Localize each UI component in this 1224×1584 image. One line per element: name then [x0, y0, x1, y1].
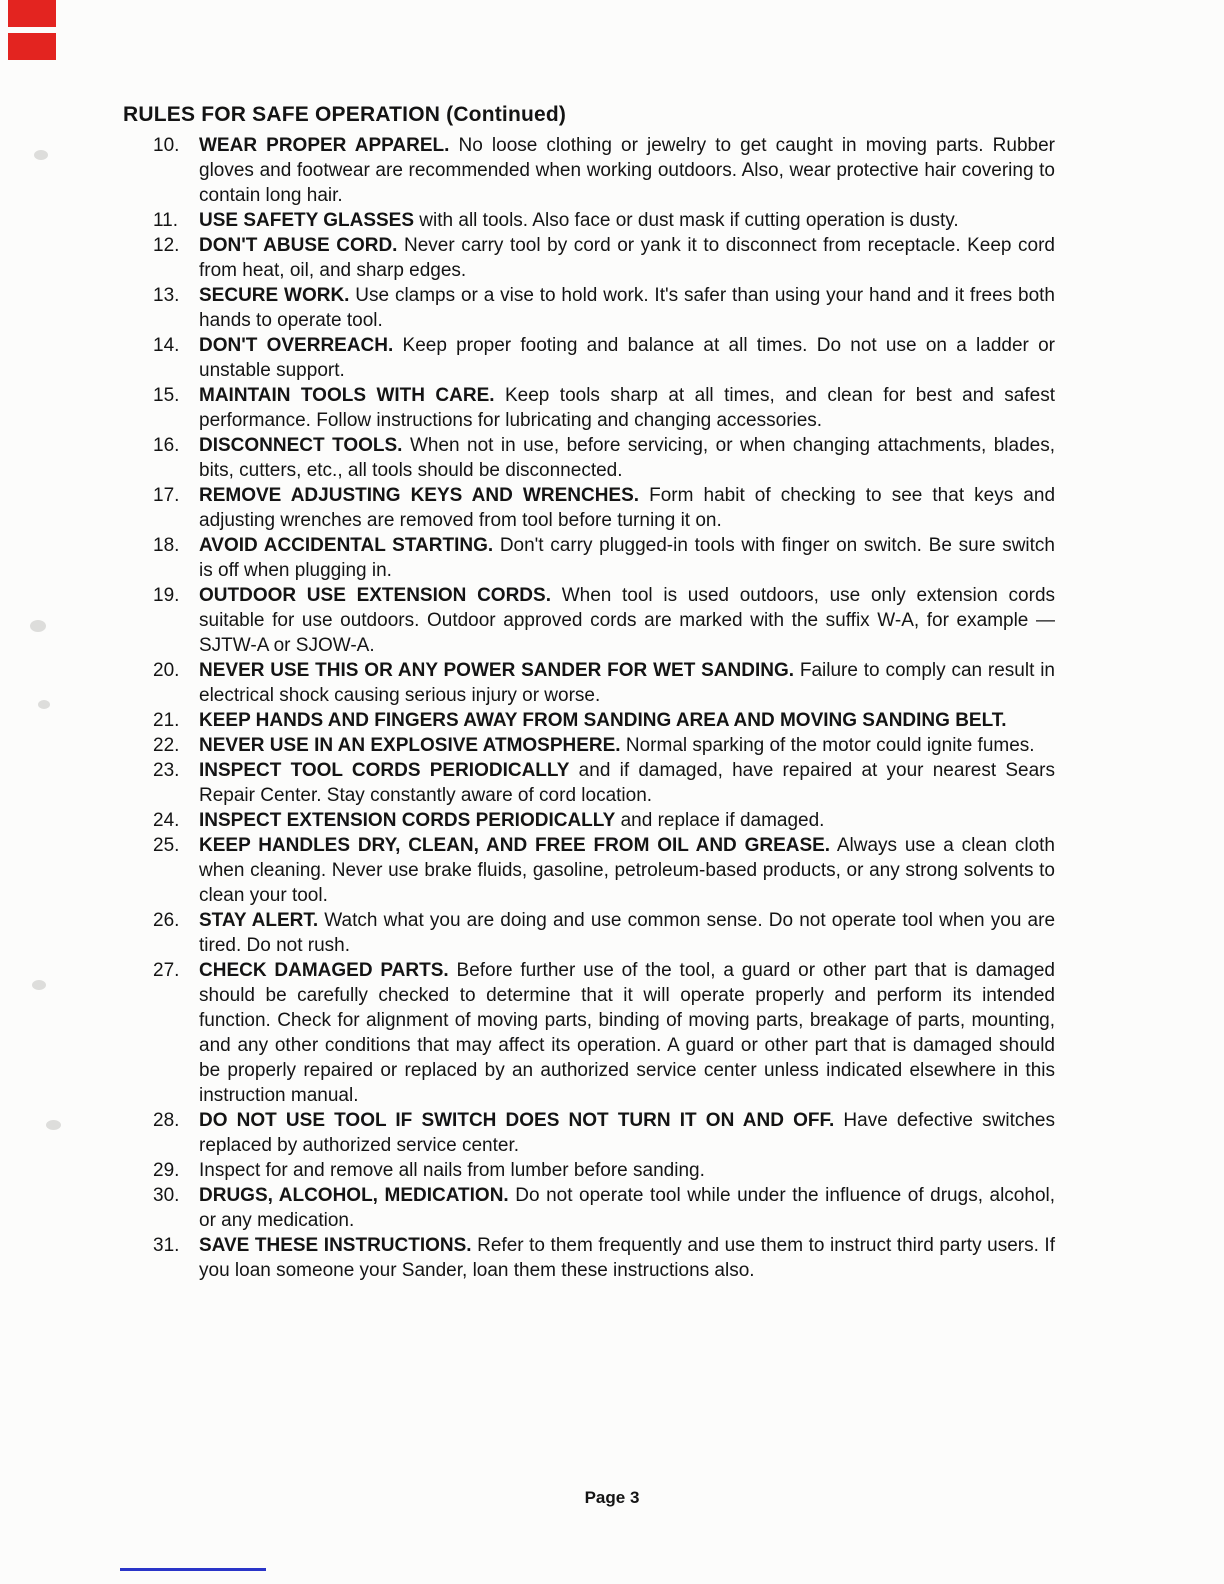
- rule-number: 29.: [153, 1160, 180, 1181]
- rule-text: DON'T OVERREACH. Keep proper footing and balance at all times. Do not use on a ladder or unstable support.: [199, 335, 1055, 381]
- rule-item: [153, 758, 1055, 808]
- rule-number: 30.: [153, 1185, 180, 1206]
- rule-item: [153, 958, 1055, 1108]
- rule-number: 10.: [153, 135, 180, 156]
- rule-text: USE SAFETY GLASSES with all tools. Also face or dust mask if cutting operation is dusty.: [199, 210, 959, 231]
- rule-text: SAVE THESE INSTRUCTIONS. Refer to them frequently and use them to instruct third party users. If you loan someone your Sander, loan them these instructions also.: [199, 1235, 1055, 1281]
- rule-number: 15.: [153, 385, 180, 406]
- rule-text: REMOVE ADJUSTING KEYS AND WRENCHES. Form habit of checking to see that keys and adjusting wrenches are removed from tool before turning it on.: [199, 485, 1056, 531]
- rule-number: 20.: [153, 660, 180, 681]
- scan-speckle: [30, 620, 46, 632]
- rule-number: 27.: [153, 960, 180, 981]
- rule-item: [153, 233, 1055, 283]
- scan-speckle: [34, 150, 48, 160]
- blue-underline-mark: [120, 1568, 266, 1571]
- rule-text: DISCONNECT TOOLS. When not in use, before servicing, or when changing attachments, blades, bits, cutters, etc., all tools should be disconnected.: [199, 435, 1055, 481]
- rule-text: NEVER USE THIS OR ANY POWER SANDER FOR WET SANDING. Failure to comply can result in electrical shock causing serious injury or worse.: [199, 660, 1055, 706]
- rule-number: 31.: [153, 1235, 180, 1256]
- rule-number: 24.: [153, 810, 180, 831]
- rule-number: 18.: [153, 535, 180, 556]
- page-number: Page 3: [584, 1488, 640, 1507]
- scan-speckle: [32, 980, 46, 990]
- rule-number: 22.: [153, 735, 180, 756]
- rule-text: KEEP HANDLES DRY, CLEAN, AND FREE FROM OIL AND GREASE. Always use a clean cloth when cleaning. Never use brake fluids, gasoline, petroleum-based products, or any strong solvents to clean your tool.: [199, 835, 1055, 906]
- rule-item: [153, 1158, 1055, 1183]
- scan-speckle: [38, 700, 50, 709]
- rule-item: [153, 908, 1055, 958]
- rule-number: 21.: [153, 710, 180, 731]
- rule-number: 16.: [153, 435, 180, 456]
- rule-text: DRUGS, ALCOHOL, MEDICATION. Do not operate tool while under the influence of drugs, alcohol, or any medication.: [199, 1185, 1056, 1231]
- rule-number: 26.: [153, 910, 180, 931]
- rule-text: WEAR PROPER APPAREL. No loose clothing or jewelry to get caught in moving parts. Rubber gloves and footwear are recommended when working outdoors. Also, wear protective hair covering to contain long hair.: [199, 135, 1055, 206]
- rule-text: Inspect for and remove all nails from lumber before sanding.: [199, 1160, 705, 1181]
- rule-item: [153, 283, 1055, 333]
- red-scan-mark-top: [8, 0, 56, 27]
- rule-item: [153, 658, 1055, 708]
- rule-item: [153, 133, 1055, 208]
- page-title: RULES FOR SAFE OPERATION (Continued): [123, 103, 567, 126]
- rule-text: SECURE WORK. Use clamps or a vise to hold work. It's safer than using your hand and it frees both hands to operate tool.: [199, 285, 1055, 331]
- rule-number: 12.: [153, 235, 180, 256]
- rule-text: KEEP HANDS AND FINGERS AWAY FROM SANDING AREA AND MOVING SANDING BELT.: [199, 710, 1007, 731]
- rule-item: [153, 333, 1055, 383]
- rule-number: 11.: [153, 210, 179, 231]
- rule-item: [153, 383, 1055, 433]
- rule-item: [153, 733, 1055, 758]
- rule-number: 23.: [153, 760, 180, 781]
- rule-number: 17.: [153, 485, 180, 506]
- rule-number: 25.: [153, 835, 180, 856]
- page-content: [123, 103, 1055, 1283]
- rule-item: [153, 483, 1055, 533]
- rule-item: [153, 583, 1055, 658]
- rule-text: AVOID ACCIDENTAL STARTING. Don't carry plugged-in tools with finger on switch. Be sure switch is off when plugging in.: [199, 535, 1055, 581]
- rule-item: [153, 1183, 1055, 1233]
- rule-item: [153, 433, 1055, 483]
- rule-text: DO NOT USE TOOL IF SWITCH DOES NOT TURN IT ON AND OFF. Have defective switches replaced by authorized service center.: [199, 1110, 1055, 1156]
- rules-list: [123, 133, 1055, 1283]
- scan-speckle: [46, 1120, 61, 1130]
- rule-text: OUTDOOR USE EXTENSION CORDS. When tool is used outdoors, use only extension cords suitable for use outdoors. Outdoor approved cords are marked with the suffix W-A, for example — SJTW-A or SJOW-A.: [199, 585, 1056, 656]
- rule-text: INSPECT TOOL CORDS PERIODICALLY and if damaged, have repaired at your nearest Sears Repair Center. Stay constantly aware of cord location.: [199, 760, 1055, 806]
- rule-item: [153, 208, 1055, 233]
- rule-item: [153, 808, 1055, 833]
- rule-number: 28.: [153, 1110, 180, 1131]
- rule-text: MAINTAIN TOOLS WITH CARE. Keep tools sharp at all times, and clean for best and safest performance. Follow instructions for lubricating and changing accessories.: [199, 385, 1055, 431]
- rule-text: NEVER USE IN AN EXPLOSIVE ATMOSPHERE. Normal sparking of the motor could ignite fumes.: [199, 735, 1035, 756]
- rule-text: STAY ALERT. Watch what you are doing and use common sense. Do not operate tool when you are tired. Do not rush.: [199, 910, 1056, 956]
- rule-item: [153, 1233, 1055, 1283]
- rule-number: 14.: [153, 335, 180, 356]
- rule-item: [153, 708, 1055, 733]
- rule-number: 13.: [153, 285, 180, 306]
- red-scan-mark-bottom: [8, 33, 56, 60]
- rule-text: DON'T ABUSE CORD. Never carry tool by cord or yank it to disconnect from receptacle. Keep cord from heat, oil, and sharp edges.: [199, 235, 1055, 281]
- rule-item: [153, 833, 1055, 908]
- rule-item: [153, 533, 1055, 583]
- rule-item: [153, 1108, 1055, 1158]
- rule-text: INSPECT EXTENSION CORDS PERIODICALLY and replace if damaged.: [199, 810, 825, 831]
- rule-number: 19.: [153, 585, 180, 606]
- rule-text: CHECK DAMAGED PARTS. Before further use of the tool, a guard or other part that is damaged should be carefully checked to determine that it will operate properly and perform its intended function. Check for alignment of moving parts, binding of moving parts, breakage of parts, mounting, and any other conditions that may affect its operation. A guard or other part that is damaged should be properly repaired or replaced by an authorized service center unless indicated elsewhere in this instruction manual.: [199, 960, 1056, 1106]
